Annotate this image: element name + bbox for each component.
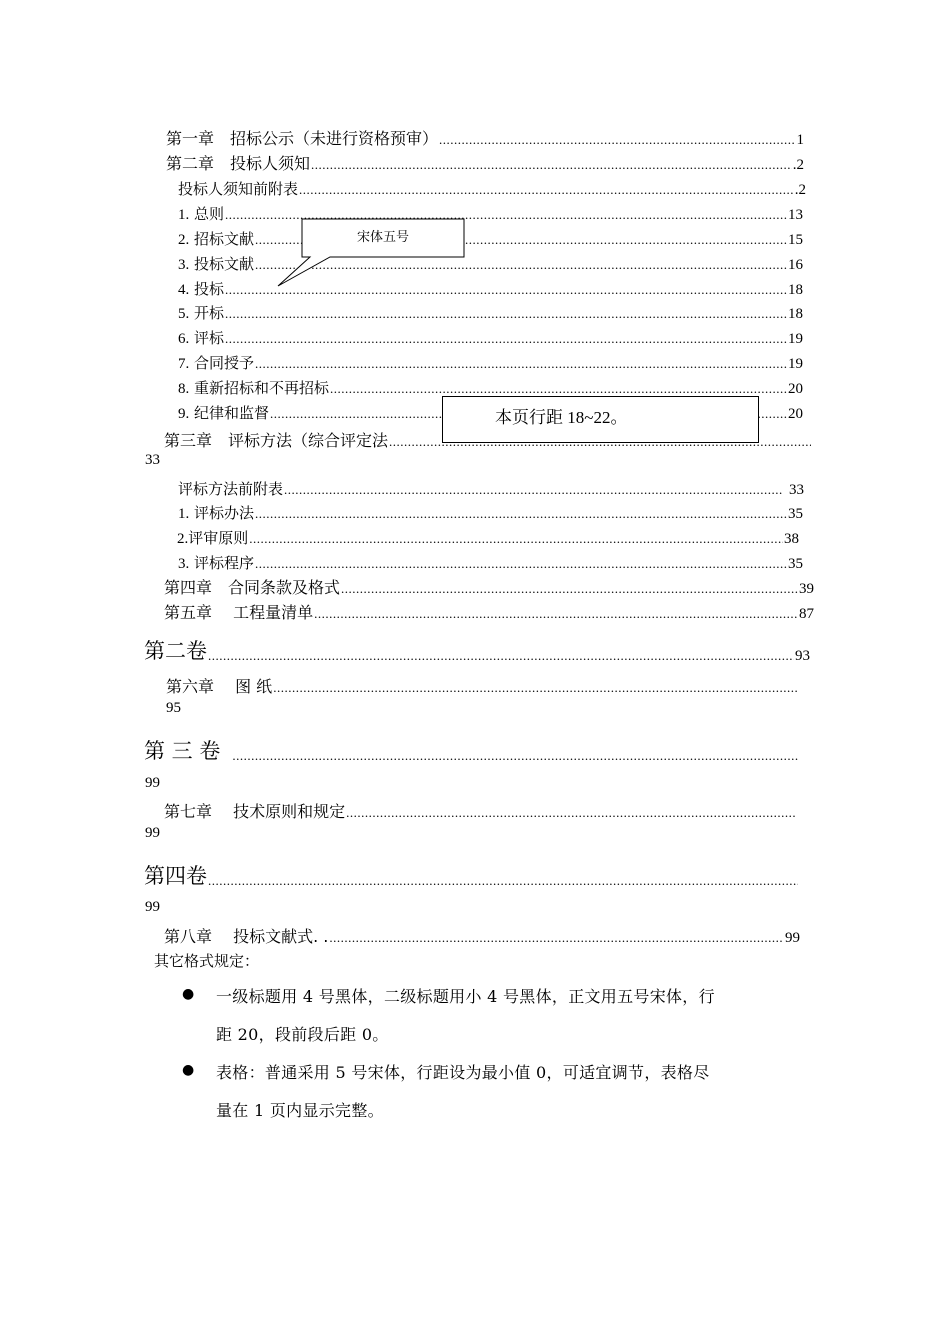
toc-label: 总则 bbox=[194, 205, 225, 223]
toc-entry-chapter-7[interactable] bbox=[164, 799, 798, 822]
toc-label: 纪律和监督 bbox=[194, 404, 270, 422]
toc-number: 5. bbox=[178, 306, 190, 322]
toc-label: 投标人须知前附表 bbox=[178, 180, 299, 198]
toc-entry-section-7[interactable] bbox=[178, 352, 803, 373]
toc-leader bbox=[314, 607, 798, 623]
toc-leader bbox=[255, 357, 787, 373]
toc-entry-volume-4[interactable] bbox=[144, 860, 799, 890]
toc-page: 16 bbox=[788, 257, 803, 273]
toc-entry-section-6[interactable] bbox=[178, 327, 803, 348]
toc-entry-chapter-4[interactable] bbox=[164, 575, 814, 598]
toc-leader bbox=[255, 557, 787, 573]
toc-label: 评标方法前附表 bbox=[178, 480, 284, 498]
toc-page: 35 bbox=[788, 506, 803, 522]
bullet-dot-icon: ● bbox=[182, 1062, 195, 1078]
toc-label: 第二章 投标人须知 bbox=[166, 154, 311, 173]
toc-leader bbox=[346, 806, 797, 822]
toc-leader bbox=[232, 749, 798, 765]
toc-label: 投标文献 bbox=[194, 255, 255, 273]
toc-label: 投标 bbox=[194, 280, 225, 298]
toc-page: 13 bbox=[788, 207, 803, 223]
toc-label: 第二卷 bbox=[144, 639, 207, 663]
toc-leader bbox=[249, 532, 783, 548]
toc-label: 重新招标和不再招标 bbox=[194, 379, 330, 397]
toc-label: 第四卷 bbox=[144, 864, 207, 888]
toc-entry-chapter-2[interactable] bbox=[166, 151, 804, 174]
toc-page: 39 bbox=[799, 581, 814, 597]
toc-entry-eval-3[interactable] bbox=[178, 552, 803, 573]
toc-label: 评标程序 bbox=[194, 554, 255, 572]
toc-label: 第三章 评标方法（综合评定法 bbox=[164, 431, 389, 450]
toc-label: 第五章 工程量清单 bbox=[164, 603, 314, 622]
rule-1-line-2: 距 20，段前段后距 0。 bbox=[216, 1025, 389, 1044]
toc-leader bbox=[255, 507, 787, 523]
toc-leader bbox=[329, 931, 784, 947]
toc-page: .2 bbox=[792, 157, 804, 173]
rule-2-line-1: 表格：普通采用 5 号宋体，行距设为最小值 0，可适宜调节，表格尽 bbox=[216, 1063, 710, 1082]
toc-page: 95 bbox=[166, 700, 181, 716]
toc-number: 1. bbox=[178, 506, 190, 522]
toc-leader bbox=[341, 582, 798, 598]
toc-number: 8. bbox=[178, 381, 190, 397]
toc-page: 18 bbox=[788, 282, 803, 298]
toc-number: 6. bbox=[178, 331, 190, 347]
toc-page: 20 bbox=[788, 406, 803, 422]
callout-font-note[interactable]: 宋体五号 bbox=[356, 229, 409, 244]
toc-page: 19 bbox=[788, 331, 803, 347]
toc-page: 99 bbox=[145, 899, 160, 915]
toc-page: 38 bbox=[784, 531, 799, 547]
toc-entry-chapter-5[interactable] bbox=[164, 600, 814, 623]
toc-page: 87 bbox=[799, 606, 814, 622]
toc-page: 1 bbox=[796, 132, 804, 148]
toc-label: 第四章 合同条款及格式 bbox=[164, 578, 341, 597]
toc-label: 评标 bbox=[194, 329, 225, 347]
toc-number: 4. bbox=[178, 282, 190, 298]
callout-line-spacing-note[interactable] bbox=[442, 396, 759, 443]
toc-page: 33 bbox=[145, 452, 160, 468]
toc-page: 99 bbox=[145, 775, 160, 791]
toc-entry-volume-3[interactable] bbox=[144, 735, 799, 765]
toc-page: 18 bbox=[788, 306, 803, 322]
toc-label: 第一章 招标公示（未进行资格预审） bbox=[166, 129, 439, 148]
toc-number: 2. bbox=[178, 232, 190, 248]
toc-label: 评标办法 bbox=[194, 504, 255, 522]
toc-label: 第六章 图 纸 bbox=[166, 677, 273, 696]
toc-entry-chapter-6[interactable] bbox=[166, 674, 800, 697]
toc-label: 第 三 卷 bbox=[144, 739, 221, 763]
toc-page: .2 bbox=[794, 182, 806, 198]
toc-label: 招标文献 bbox=[194, 230, 255, 248]
toc-page: 19 bbox=[788, 356, 803, 372]
toc-page: 99 bbox=[785, 930, 800, 946]
toc-number: 7. bbox=[178, 356, 190, 372]
toc-label: 第八章 投标文献式. . bbox=[164, 927, 329, 946]
toc-leader bbox=[208, 874, 798, 890]
toc-number: 1. bbox=[178, 207, 190, 223]
toc-page: 20 bbox=[788, 381, 803, 397]
toc-leader bbox=[225, 307, 787, 323]
toc-entry-volume-2[interactable] bbox=[144, 635, 810, 665]
toc-leader bbox=[311, 158, 792, 174]
toc-entry-instructions-appendix[interactable] bbox=[178, 178, 806, 199]
toc-number: 2. bbox=[177, 531, 189, 547]
toc-number: 3. bbox=[178, 556, 190, 572]
toc-leader bbox=[208, 649, 794, 665]
toc-leader bbox=[299, 183, 794, 199]
toc-entry-chapter-1[interactable] bbox=[166, 126, 804, 149]
toc-entry-chapter-8[interactable] bbox=[164, 924, 800, 947]
toc-label: 第七章 技术原则和规定 bbox=[164, 802, 346, 821]
bullet-dot-icon: ● bbox=[182, 986, 195, 1002]
toc-entry-section-8[interactable] bbox=[178, 377, 803, 398]
toc-leader bbox=[225, 332, 787, 348]
toc-page: 15 bbox=[788, 232, 803, 248]
toc-page: 93 bbox=[795, 648, 810, 664]
toc-label: 合同授予 bbox=[194, 354, 255, 372]
toc-page: 33 bbox=[789, 482, 804, 498]
toc-entry-eval-1[interactable] bbox=[178, 502, 803, 523]
other-rules-heading: 其它格式规定： bbox=[154, 954, 260, 970]
toc-entry-evaluation-appendix[interactable] bbox=[178, 478, 804, 499]
toc-number: 9. bbox=[178, 406, 190, 422]
toc-entry-section-5[interactable] bbox=[178, 302, 803, 323]
callout-text: 本页行距 18~22。 bbox=[495, 408, 628, 427]
rule-2-line-2: 量在 1 页内显示完整。 bbox=[216, 1101, 384, 1120]
toc-leader bbox=[273, 681, 799, 697]
toc-entry-eval-2[interactable] bbox=[177, 527, 799, 548]
toc-number: 3. bbox=[178, 257, 190, 273]
toc-leader bbox=[284, 483, 782, 499]
toc-label: 开标 bbox=[194, 304, 225, 322]
toc-label: 评审原则 bbox=[188, 529, 249, 547]
toc-page: 35 bbox=[788, 556, 803, 572]
toc-page: 99 bbox=[145, 825, 160, 841]
toc-leader bbox=[439, 133, 795, 149]
rule-1-line-1: 一级标题用 4 号黑体，二级标题用小 4 号黑体，正文用五号宋体，行 bbox=[216, 987, 715, 1006]
